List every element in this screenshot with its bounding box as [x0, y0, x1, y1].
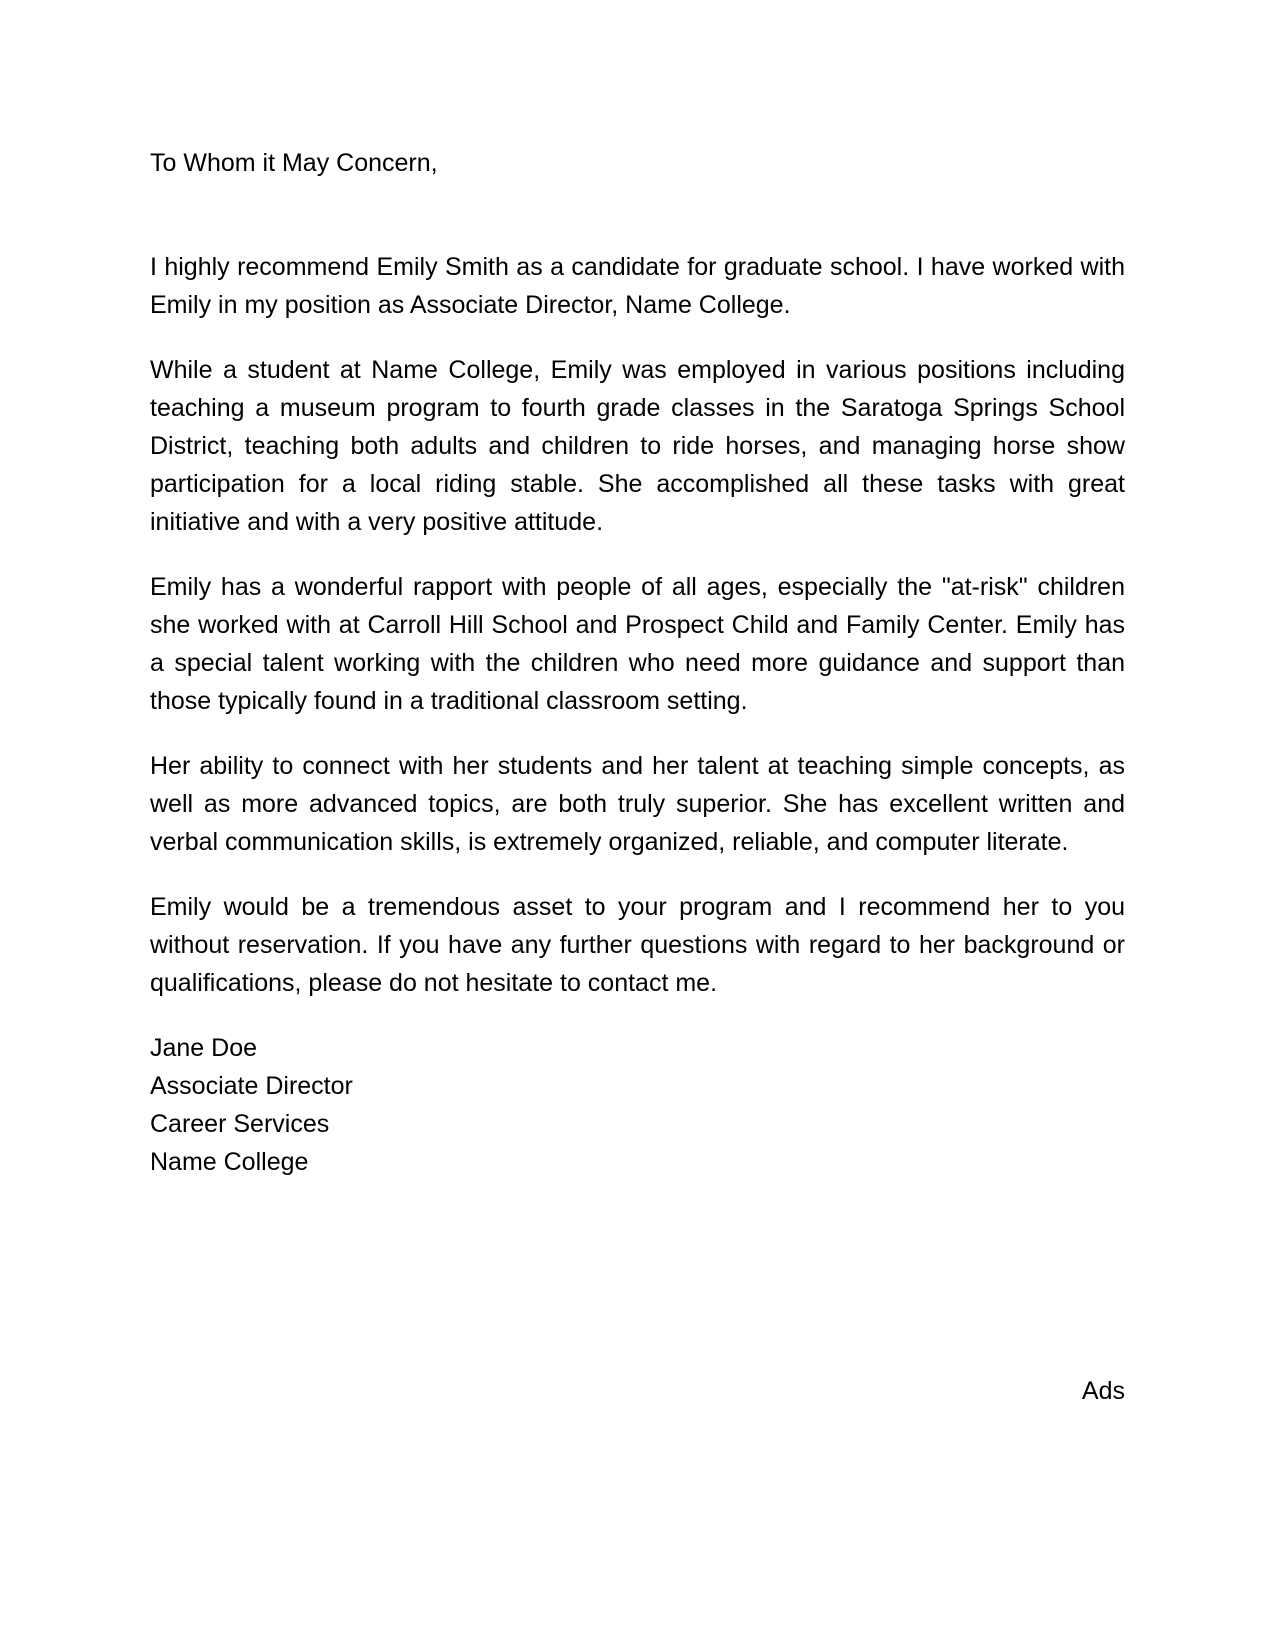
- body-paragraph-intro: I highly recommend Emily Smith as a candidate for graduate school. I have worked with Emily in my position as Associate Director, Name College.: [150, 253, 1125, 319]
- body-paragraph-experience: While a student at Name College, Emily was employed in various positions including teaching a museum program to fourth grade classes in the Saratoga Springs School District, teaching both adults and children to ride horses, and managing horse show participation for a local riding stable. She accomplished all these tasks with great initiative and with a very positive attitude.: [150, 356, 1125, 536]
- signature-organization: Name College: [150, 1148, 309, 1176]
- signature-department: Career Services: [150, 1110, 330, 1138]
- body-paragraph-closing: Emily would be a tremendous asset to your program and I recommend her to you without reservation. If you have any further questions with regard to her background or qualifications, please do not hesitate to contact me.: [150, 893, 1125, 997]
- body-paragraph-rapport: Emily has a wonderful rapport with people of all ages, especially the "at-risk" children she worked with at Carroll Hill School and Prospect Child and Family Center. Emily has a special talent working with the children who need more guidance and support than those typically found in a traditional classroom setting.: [150, 573, 1125, 715]
- signature-name: Jane Doe: [150, 1034, 258, 1062]
- salutation: To Whom it May Concern,: [150, 149, 438, 177]
- signature-block: [150, 1029, 1125, 1181]
- body-paragraph-skills: Her ability to connect with her students and her talent at teaching simple concepts, as well as more advanced topics, are both truly superior. She has excellent written and verbal communication skills, is extremely organized, reliable, and computer literate.: [150, 752, 1125, 856]
- signature-title: Associate Director: [150, 1072, 353, 1100]
- ads-label: Ads: [1081, 1377, 1125, 1405]
